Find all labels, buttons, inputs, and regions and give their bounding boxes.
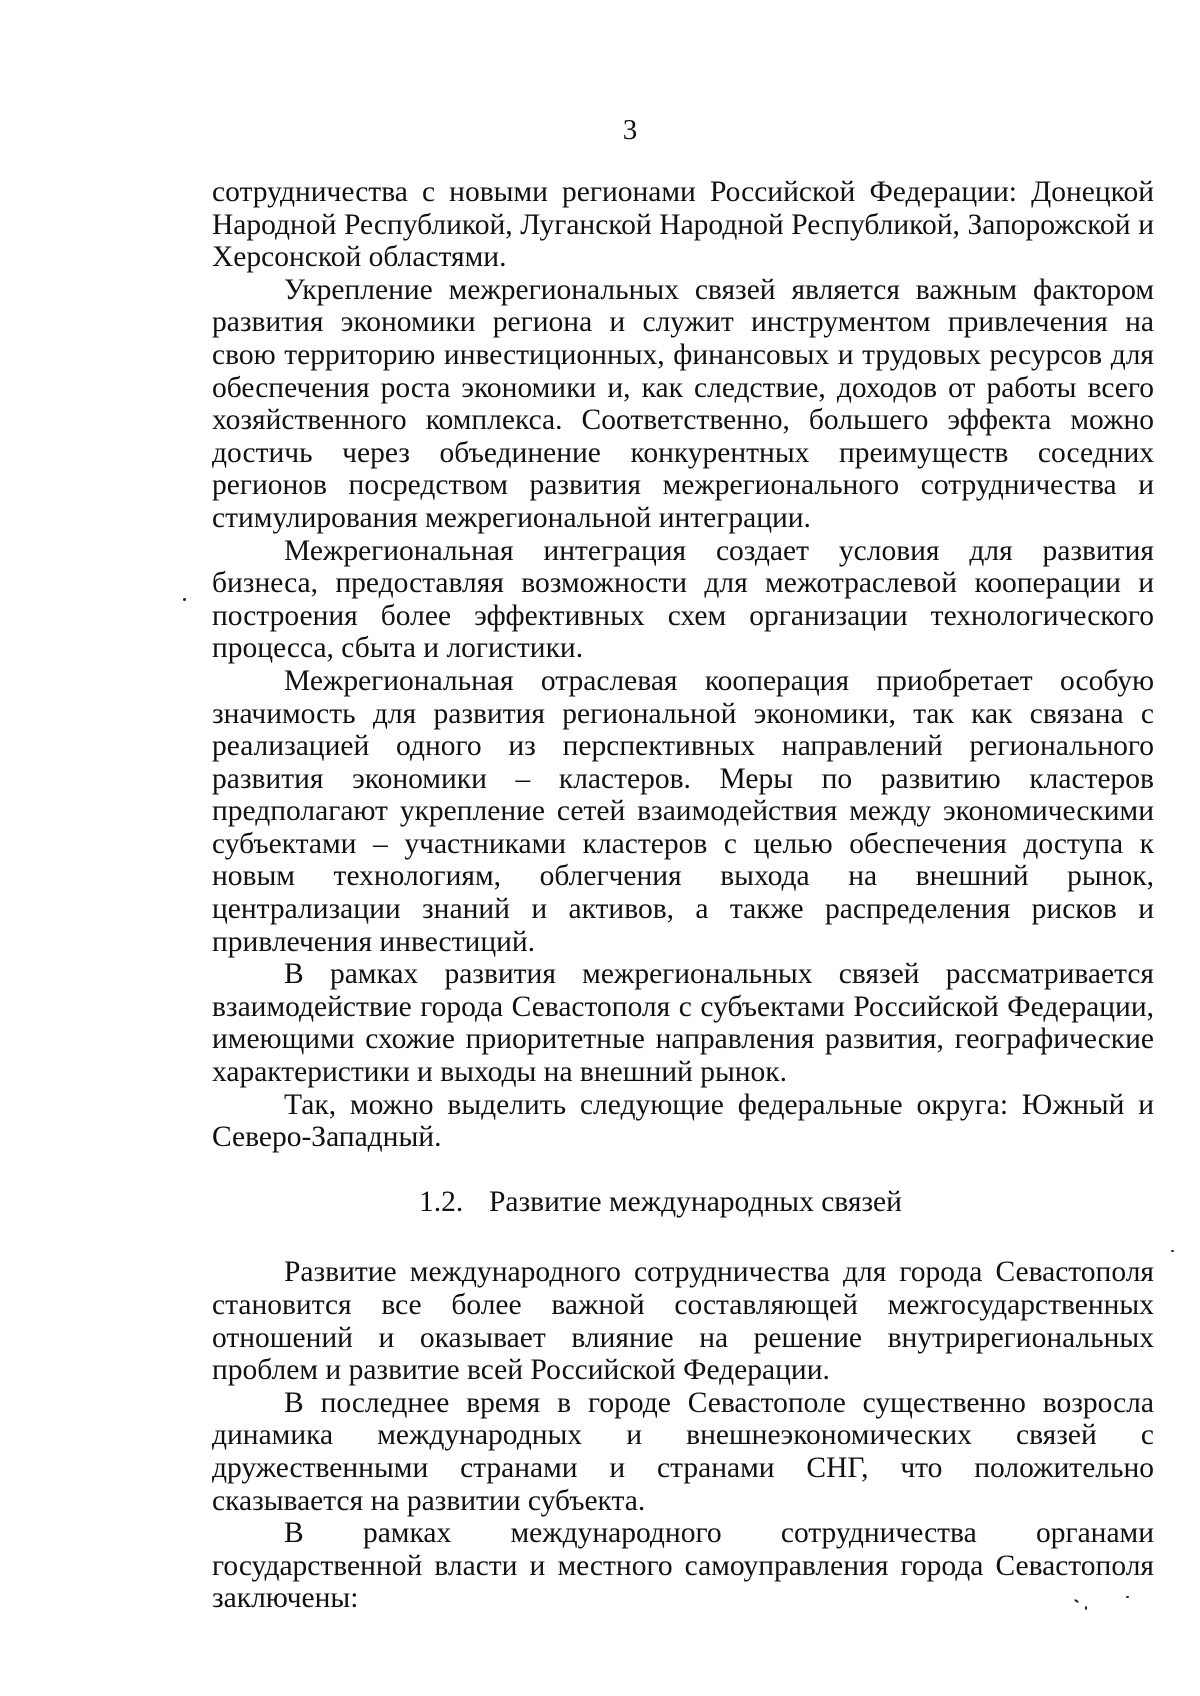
scan-speck	[1126, 1596, 1129, 1598]
paragraph: Межрегиональная отраслевая кооперация приобретает особую значимость для развития региональной экономики, так как связана с реализацией одного из перспективных направлений регионального развития экономики – кластеров. Меры по развитию кластеров предполагают укрепление сетей взаимодействия между экономическими субъектами – участниками кластеров с целью обеспечения доступа к новым технологиям, облегчения выхода на внешний рынок, централизации знаний и активов, а также распределения рисков и привлечения инвестиций.	[212, 664, 1154, 958]
section-heading	[212, 1186, 1154, 1219]
scan-speck	[183, 598, 186, 601]
document-body	[212, 176, 1154, 1615]
section-title: Развитие международных связей	[489, 1185, 902, 1218]
paragraph: Развитие международного сотрудничества для города Севастополя становится все более важной составляющей межгосударственных отношений и оказывает влияние на решение внутрирегиональных проблем и развитие всей Российской Федерации.	[212, 1256, 1154, 1387]
page-number: 3	[622, 114, 638, 146]
paragraph: В последнее время в городе Севастополе существенно возросла динамика международных и внешнеэкономических связей с дружественными странами и странами СНГ, что положительно сказывается на развитии субъекта.	[212, 1386, 1154, 1517]
paragraph: В рамках международного сотрудничества органами государственной власти и местного самоуправления города Севастополя заключены:	[212, 1517, 1154, 1615]
scan-speck	[1085, 1606, 1087, 1610]
paragraph: Межрегиональная интеграция создает условия для развития бизнеса, предоставляя возможности для межотраслевой кооперации и построения более эффективных схем организации технологического процесса, сбыта и логистики.	[212, 534, 1154, 665]
paragraph: Так, можно выделить следующие федеральные округа: Южный и Северо-Западный.	[212, 1088, 1154, 1154]
paragraph: В рамках развития межрегиональных связей рассматривается взаимодействие города Севастополя с субъектами Российской Федерации, имеющими схожие приоритетные направления развития, географические характеристики и выходы на внешний рынок.	[212, 958, 1154, 1089]
scan-speck	[1171, 1250, 1174, 1252]
paragraph: Укрепление межрегиональных связей является важным фактором развития экономики региона и служит инструментом привлечения на свою территорию инвестиционных, финансовых и трудовых ресурсов для обеспечения роста экономики и, как следствие, доходов от работы всего хозяйственного комплекса. Соответственно, большего эффекта можно достичь через объединение конкурентных преимуществ соседних регионов посредством развития межрегионального сотрудничества и стимулирования межрегиональной интеграции.	[212, 273, 1154, 534]
paragraph: сотрудничества с новыми регионами Российской Федерации: Донецкой Народной Республикой, Луганской Народной Республикой, Запорожской и Херсонской областями.	[212, 176, 1154, 274]
section-number: 1.2.	[419, 1185, 464, 1218]
